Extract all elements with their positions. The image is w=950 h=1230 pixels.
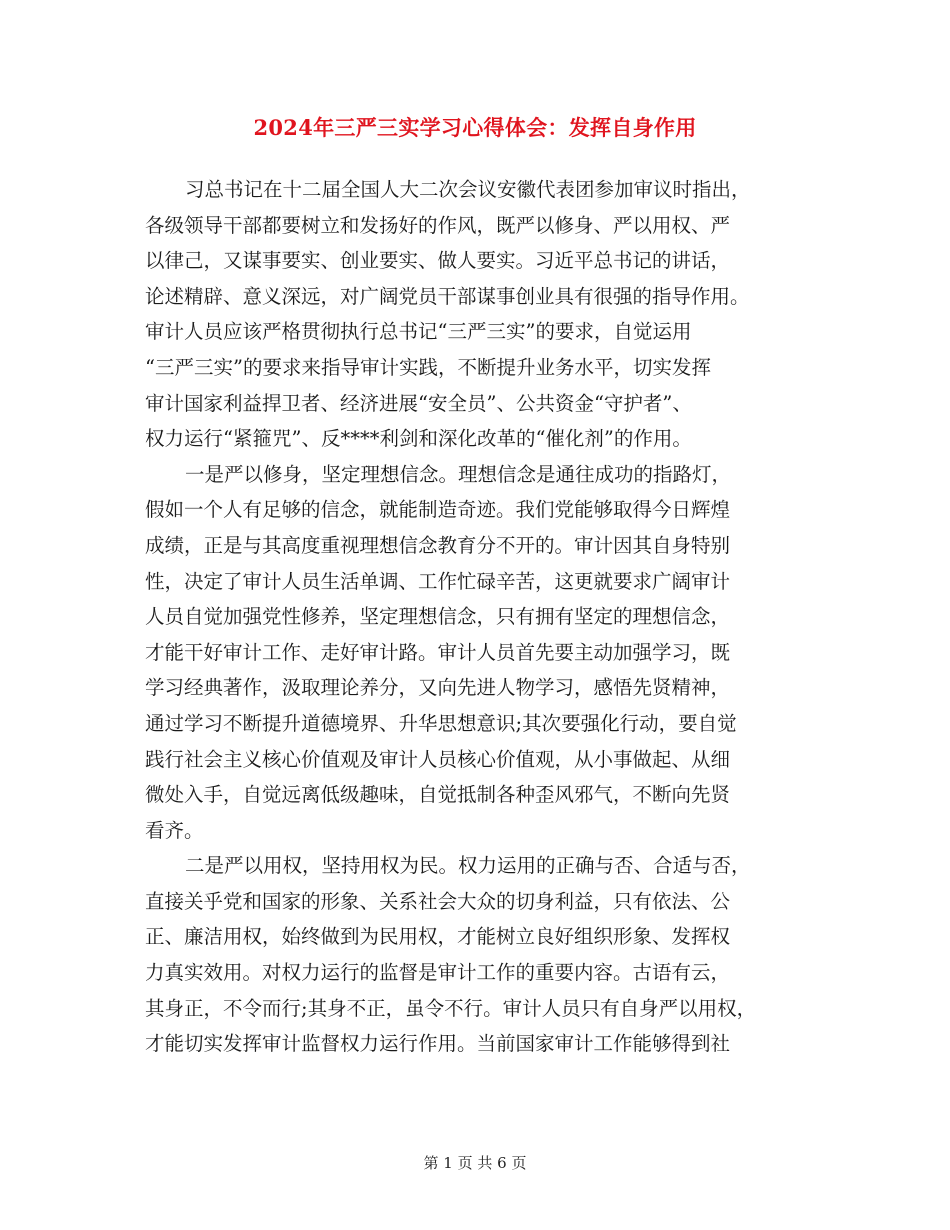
- text-line: 看齐。: [145, 818, 204, 842]
- text-line: 审计人员应该严格贯彻执行总书记“三严三实”的要求，自觉运用: [145, 320, 692, 344]
- text-line: 成绩，正是与其高度重视理想信念教育分不开的。审计因其自身特别: [145, 533, 731, 557]
- text-line: 审计国家利益捍卫者、经济进展“安全员”、公共资金“守护者”、: [145, 391, 692, 415]
- text-line: 性，决定了审计人员生活单调、工作忙碌辛苦，这更就要求广阔审计: [145, 569, 731, 593]
- paragraph: [145, 457, 810, 849]
- text-line: 正、廉洁用权，始终做到为民用权，才能树立良好组织形象、发挥权: [145, 925, 731, 949]
- page-footer: 第 1 页 共 6 页: [423, 1154, 527, 1172]
- text-line: 以律己，又谋事要实、创业要实、做人要实。习近平总书记的讲话，: [145, 249, 731, 273]
- text-line: 一是严以修身，坚定理想信念。理想信念是通往成功的指路灯，: [185, 462, 732, 486]
- text-line: “三严三实”的要求来指导审计实践，不断提升业务水平，切实发挥: [145, 355, 711, 379]
- text-line: 各级领导干部都要树立和发扬好的作风，既严以修身、严以用权、严: [145, 213, 731, 237]
- text-line: 人员自觉加强党性修养，坚定理想信念，只有拥有坚定的理想信念，: [145, 605, 731, 629]
- paragraph: [145, 172, 810, 457]
- text-line: 微处入手，自觉远离低级趣味，自觉抵制各种歪风邪气，不断向先贤: [145, 783, 731, 807]
- text-line: 假如一个人有足够的信念，就能制造奇迹。我们党能够取得今日辉煌: [145, 498, 731, 522]
- text-line: 通过学习不断提升道德境界、升华思想意识;其次要强化行动，要自觉: [145, 711, 737, 735]
- text-line: 学习经典著作，汲取理论养分，又向先进人物学习，感悟先贤精神，: [145, 676, 731, 700]
- text-line: 其身正，不令而行;其身不正，虽令不行。审计人员只有自身严以用权，: [145, 996, 757, 1020]
- text-line: 论述精辟、意义深远，对广阔党员干部谋事创业具有很强的指导作用。: [145, 284, 750, 308]
- text-line: 权力运行“紧箍咒”、反****利剑和深化改革的“催化剂”的作用。: [145, 427, 692, 451]
- paragraph: [145, 848, 810, 1062]
- text-line: 习总书记在十二届全国人大二次会议安徽代表团参加审议时指出，: [185, 178, 751, 201]
- document-title: 2024年三严三实学习心得体会：发挥自身作用: [253, 115, 697, 140]
- text-line: 直接关乎党和国家的形象、关系社会大众的切身利益，只有依法、公: [145, 889, 731, 913]
- text-line: 才能干好审计工作、走好审计路。审计人员首先要主动加强学习，既: [145, 640, 731, 664]
- document-body: [145, 172, 810, 1062]
- text-line: 二是严以用权，坚持用权为民。权力运用的正确与否、合适与否，: [185, 854, 751, 878]
- text-line: 践行社会主义核心价值观及审计人员核心价值观，从小事做起、从细: [145, 747, 731, 771]
- text-line: 力真实效用。对权力运行的监督是审计工作的重要内容。古语有云，: [145, 961, 731, 985]
- text-line: 才能切实发挥审计监督权力运行作用。当前国家审计工作能够得到社: [145, 1032, 731, 1056]
